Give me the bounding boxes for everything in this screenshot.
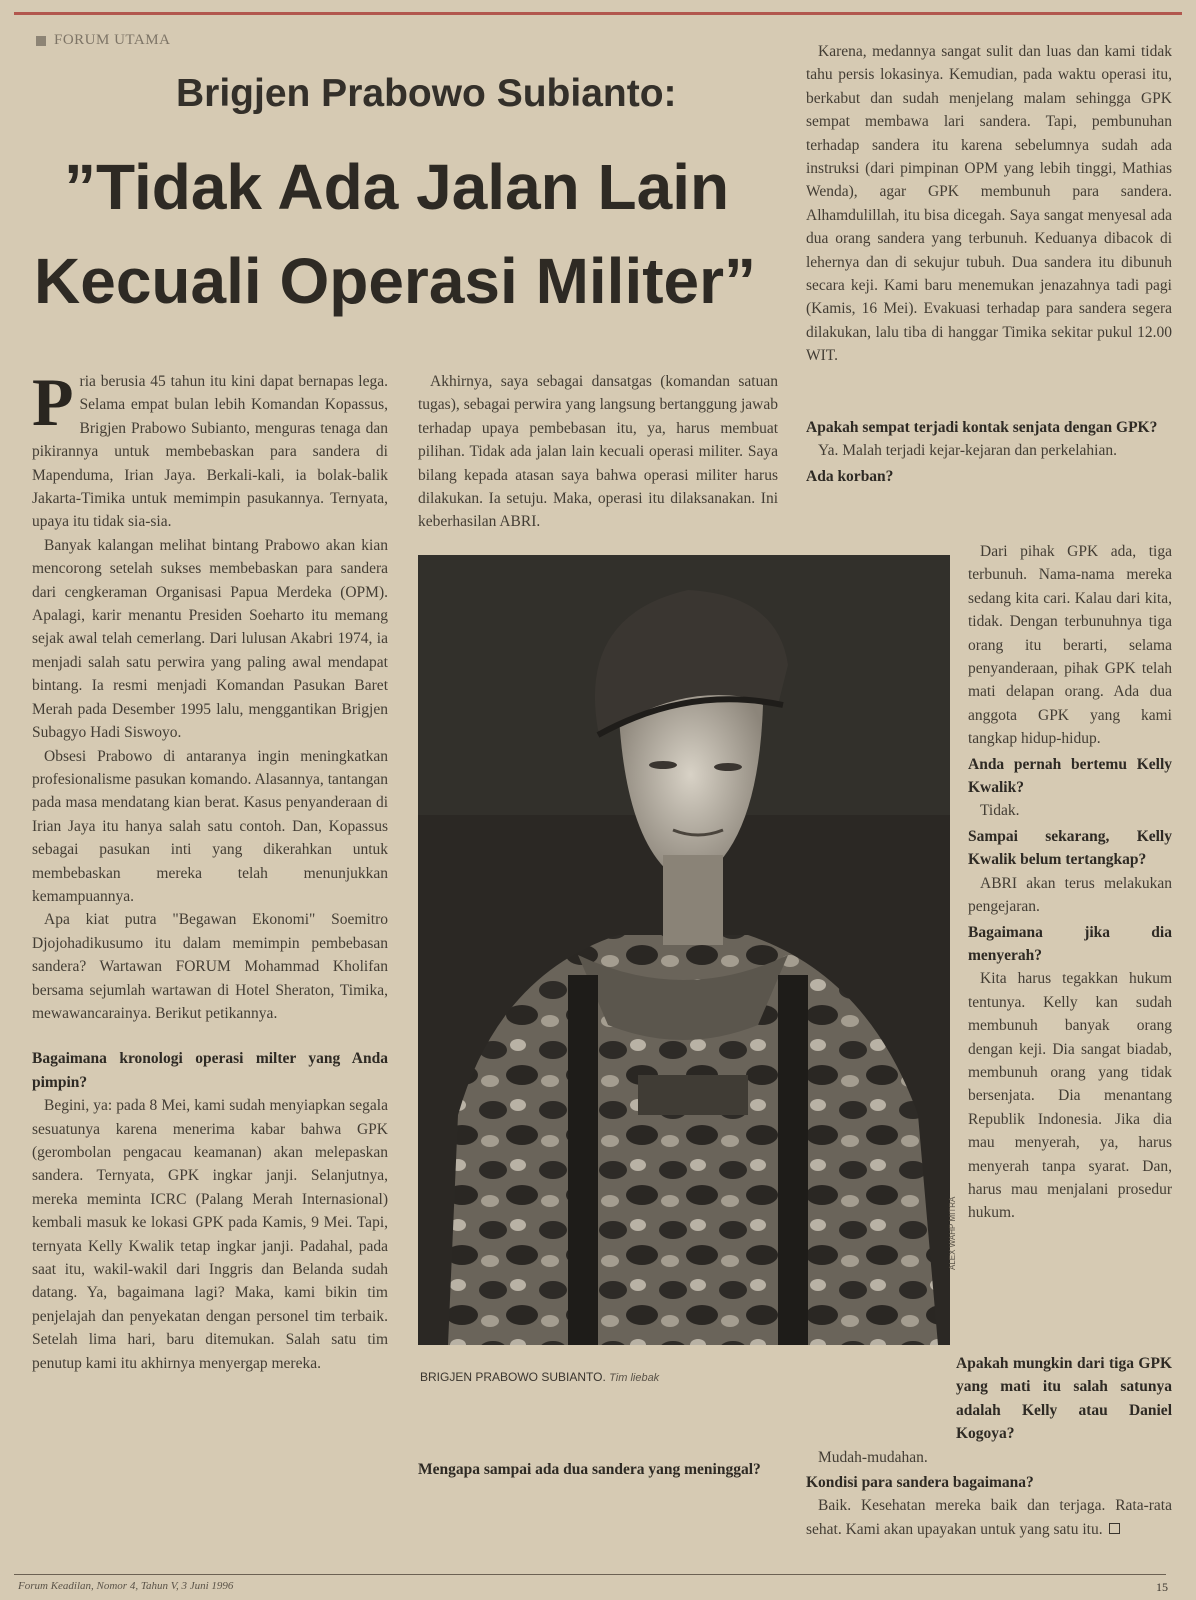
answer-6: ABRI akan terus melakukan pengejaran. [968,874,1172,916]
answer-1: Begini, ya: pada 8 Mei, kami sudah menyiapkan segala sesuatunya karena menerima kabar bahwa GPK (gerombolan pengacau keamanan) akan melepaskan sandera. Ternyata, GPK ingkar janji. Selanjutnya, mereka meminta ICRC (Palang Merah Internasional) kembali masuk ke lokasi GPK pada Kamis, 9 Mei. Tapi, ternyata Kelly Kwalik tetap ingkar janji. Padahal, pada saat itu, wakil-wakil dari Inggris dan Belanda sudah datang. Ya, bagaimana lagi? Maka, kami bikin tim penjelajah dan penyekatan dengan personel tim terbaik. Setelah lima hari, baru ditemukan. Salah satu tim penutup kami itu akhirnya menyergap mereka. [32,1097,388,1372]
answer-8: Mudah-mudahan. [818,1448,928,1466]
headline-line-1: ”Tidak Ada Jalan Lain [64,151,730,223]
section-label [36,32,170,49]
caption-credit: Tim liebak [609,1372,660,1384]
intro-text-1: ria berusia 45 tahun itu kini dapat bernapas lega. Selama empat bulan lebih Komandan Kopassus, Brigjen Prabowo Subianto, menguras tenaga dan pikirannya untuk membebaskan para sandera di Mapenduma, Irian Jaya. Berkali-kali, ia bolak-balik Jakarta-Timika untuk memimpin pasukannya. Ternyata, upaya itu tidak sia-sia. [32,373,388,531]
answer-7: Kita harus tegakkan hukum tentunya. Kelly kan sudah membunuh banyak orang dengan keji. Dia sangat biadab, membunuh orang yang tidak bersenjata. Dia menantang Republik Indonesia. Jika dia mau menyerah, ya, harus menyerah tanpa syarat. Dan, harus mau menjalani prosedur hukum. [968,970,1172,1222]
question-6: Sampai sekarang, Kelly Kwalik belum tertangkap? [968,827,1172,869]
headline [34,140,794,328]
headline-line-2: Kecuali Operasi Militer” [34,245,757,317]
bottom-rule [14,1574,1166,1575]
answer-2: Karena, medannya sangat sulit dan luas dan kami tidak tahu persis lokasinya. Kemudian, pada waktu operasi itu, berkabut dan sudah menjelang malam sehingga GPK sempat membawa lari sandera. Tapi, pembunuhan terhadap sandera itu karena sebelumnya sudah ada instruksi (dari pimpinan OPM yang lebih tinggi, Mathias Wenda), agar GPK membunuh para sandera. Alhamdulillah, itu bisa dicegah. Saya sangat menyesal ada dua orang sandera yang terbunuh. Keduanya dibacok di lehernya dan di sekujur tubuh. Dua sandera itu dibunuh secara keji. Kami baru menemukan jenazahnya tadi pagi (Kamis, 16 Mei). Evakuasi terhadap para sandera segera dilakukan, lalu tiba di hanggar Timika sekitar pukul 12.00 WIT. [806,43,1172,365]
column-3-top [806,40,1172,488]
answer-4: Dari pihak GPK ada, tiga terbunuh. Nama-nama mereka sedang kita cari. Kalau dari kita, tidak. Dengan terbunuhnya tiga orang itu berarti, selama penyanderaan, pihak GPK telah mati delapan orang. Ada dua anggota GPK yang kami tangkap hidup-hidup. [968,543,1172,748]
page-number: 15 [1156,1580,1168,1594]
photo-side-credit: ALEX WAHP MITRA [948,1196,957,1270]
question-8: Apakah mungkin dari tiga GPK yang mati itu salah satunya adalah Kelly atau Daniel Kogoya? [956,1355,1172,1443]
question-9: Kondisi para sandera bagaimana? [806,1474,1034,1492]
photo-caption [420,1370,659,1384]
column-2-top [418,370,778,534]
end-mark-icon [1109,1523,1120,1534]
question-3: Apakah sempat terjadi kontak senjata dengan GPK? [806,419,1158,436]
question-5: Anda pernah bertemu Kelly Kwalik? [968,755,1172,797]
question-7: Bagaimana jika dia menyerah? [968,923,1172,964]
column-2-bottom [418,1410,776,1540]
column-3-narrow [968,540,1172,1225]
column-3-bottom [806,1350,1172,1541]
answer-9-text: Baik. Kesehatan mereka baik dan terjaga. Rata-rata sehat. Kami akan upayakan untuk yang satu itu. [806,1497,1172,1538]
answer-1-continued: Akhirnya, saya sebagai dansatgas (komandan satuan tugas), sebagai perwira yang langsung bertanggung jawab terhadap upaya pembebasan itu, ya, harus membuat pilihan. Tidak ada jalan lain kecuali operasi militer. Saya bilang kepada atasan saya bahwa operasi militer harus dilakukan. Ia setuju. Maka, operasi itu dilaksanakan. Ini keberhasilan ABRI. [418,373,778,531]
intro-paragraph-4: Apa kiat putra "Begawan Ekonomi" Soemitro Djojohadikusumo itu dalam memimpin pembebasan sandera? Wartawan FORUM Mohammad Kholifan bersama sejumlah wartawan di Hotel Sheraton, Timika, mewawancarainya. Berikut petikannya. [32,911,388,1022]
question-2: Mengapa sampai ada dua sandera yang meninggal? [418,1461,761,1478]
caption-text: BRIGJEN PRABOWO SUBIANTO. [420,1370,606,1384]
answer-5: Tidak. [980,802,1020,820]
top-rule [14,12,1182,15]
intro-paragraph-1 [32,364,388,534]
portrait-photo [418,555,950,1345]
intro-paragraph-3: Obsesi Prabowo di antaranya ingin meningkatkan profesionalisme pasukan komando. Alasannya, tantangan pada masa mendatang kian berat. Kasus penyanderaan di Irian Jaya itu hanya salah satu contoh. Dan, Kopassus sebagai pasukan inti yang dikerahkan untuk membebaskan mereka telah menunjukkan kemampuannya. [32,747,388,905]
section-name: FORUM UTAMA [54,32,171,48]
kicker: Brigjen Prabowo Subianto: [176,72,677,115]
footer-issue: Forum Keadilan, Nomor 4, Tahun V, 3 Juni 1996 [18,1580,234,1592]
column-1 [32,364,388,1432]
soldier-portrait-image [418,555,950,1345]
answer-3: Ya. Malah terjadi kejar-kejaran dan perkelahian. [818,442,1117,460]
intro-paragraph-2: Banyak kalangan melihat bintang Prabowo akan kian mencorong setelah sukses membebaskan para sandera dari cengkeraman Organisasi Papua Merdeka (OPM). Apalagi, karir menantu Presiden Soeharto itu memang sejak awal telah cemerlang. Dari lulusan Akabri 1974, ia menjadi salah satu perwira yang paling awal mendapat bintang. Ia resmi menjadi Komandan Pasukan Baret Merah pada Desember 1995 lalu, menggantikan Brigjen Subagyo Hadi Siswoyo. [32,536,388,742]
drop-cap: P [32,364,74,440]
question-1: Bagaimana kronologi operasi milter yang Anda pimpin? [32,1050,388,1091]
section-square-icon [36,36,46,46]
question-4: Ada korban? [806,467,894,485]
answer-9 [806,1494,1172,1541]
